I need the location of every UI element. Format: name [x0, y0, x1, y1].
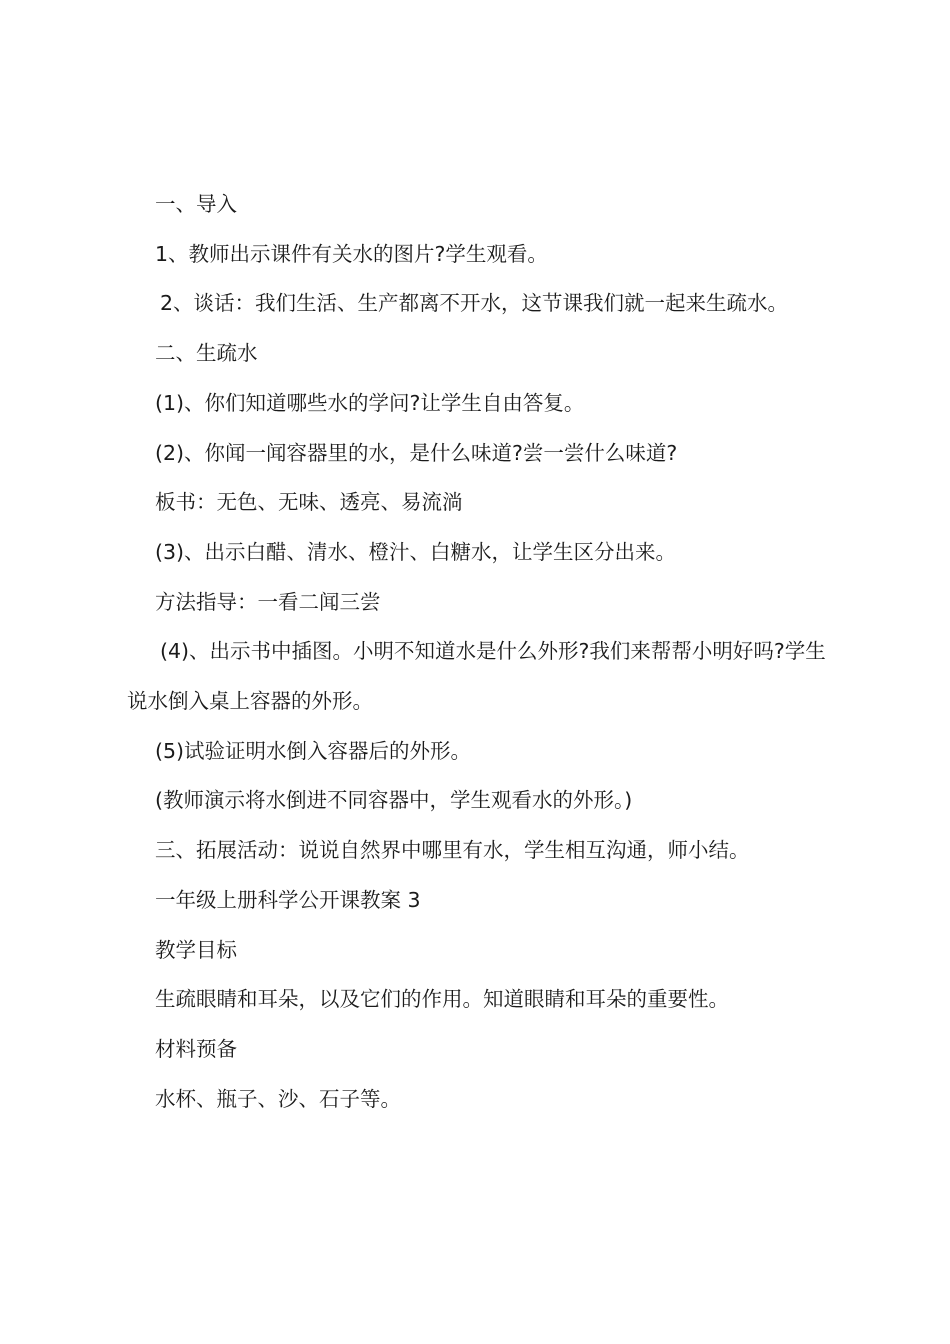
paragraph: 1、教师出示课件有关水的图片?学生观看。	[155, 241, 548, 266]
paragraph: (4)、出示书中插图。小明不知道水是什么外形?我们来帮帮小明好吗?学生说水倒入桌上容器的外形。	[127, 639, 826, 714]
section-heading-water: 二、生疏水	[155, 341, 258, 366]
paragraph: 方法指导：一看二闻三尝	[155, 589, 381, 614]
document-body	[127, 180, 837, 1124]
paragraph: (5)试验证明水倒入容器后的外形。	[155, 738, 472, 763]
paragraph: 生疏眼睛和耳朵，以及它们的作用。知道眼睛和耳朵的重要性。	[155, 987, 729, 1012]
paragraph: (2)、你闻一闻容器里的水，是什么味道?尝一尝什么味道?	[155, 440, 678, 465]
subheading-objectives: 教学目标	[155, 937, 237, 962]
lesson-title: 一年级上册科学公开课教案 3	[155, 887, 421, 912]
section-heading-activity: 三、拓展活动：说说自然界中哪里有水，学生相互沟通，师小结。	[155, 838, 750, 863]
paragraph: 2、谈话：我们生活、生产都离不开水，这节课我们就一起来生疏水。	[160, 291, 789, 316]
paragraph: (教师演示将水倒进不同容器中，学生观看水的外形。)	[155, 788, 633, 813]
subheading-materials: 材料预备	[155, 1036, 237, 1061]
paragraph: 水杯、瓶子、沙、石子等。	[155, 1086, 401, 1111]
section-heading-intro: 一、导入	[155, 192, 237, 216]
paragraph: (1)、你们知道哪些水的学问?让学生自由答复。	[155, 390, 585, 415]
paragraph: 板书：无色、无味、透亮、易流淌	[155, 490, 463, 515]
paragraph: (3)、出示白醋、清水、橙汁、白糖水，让学生区分出来。	[155, 539, 677, 564]
